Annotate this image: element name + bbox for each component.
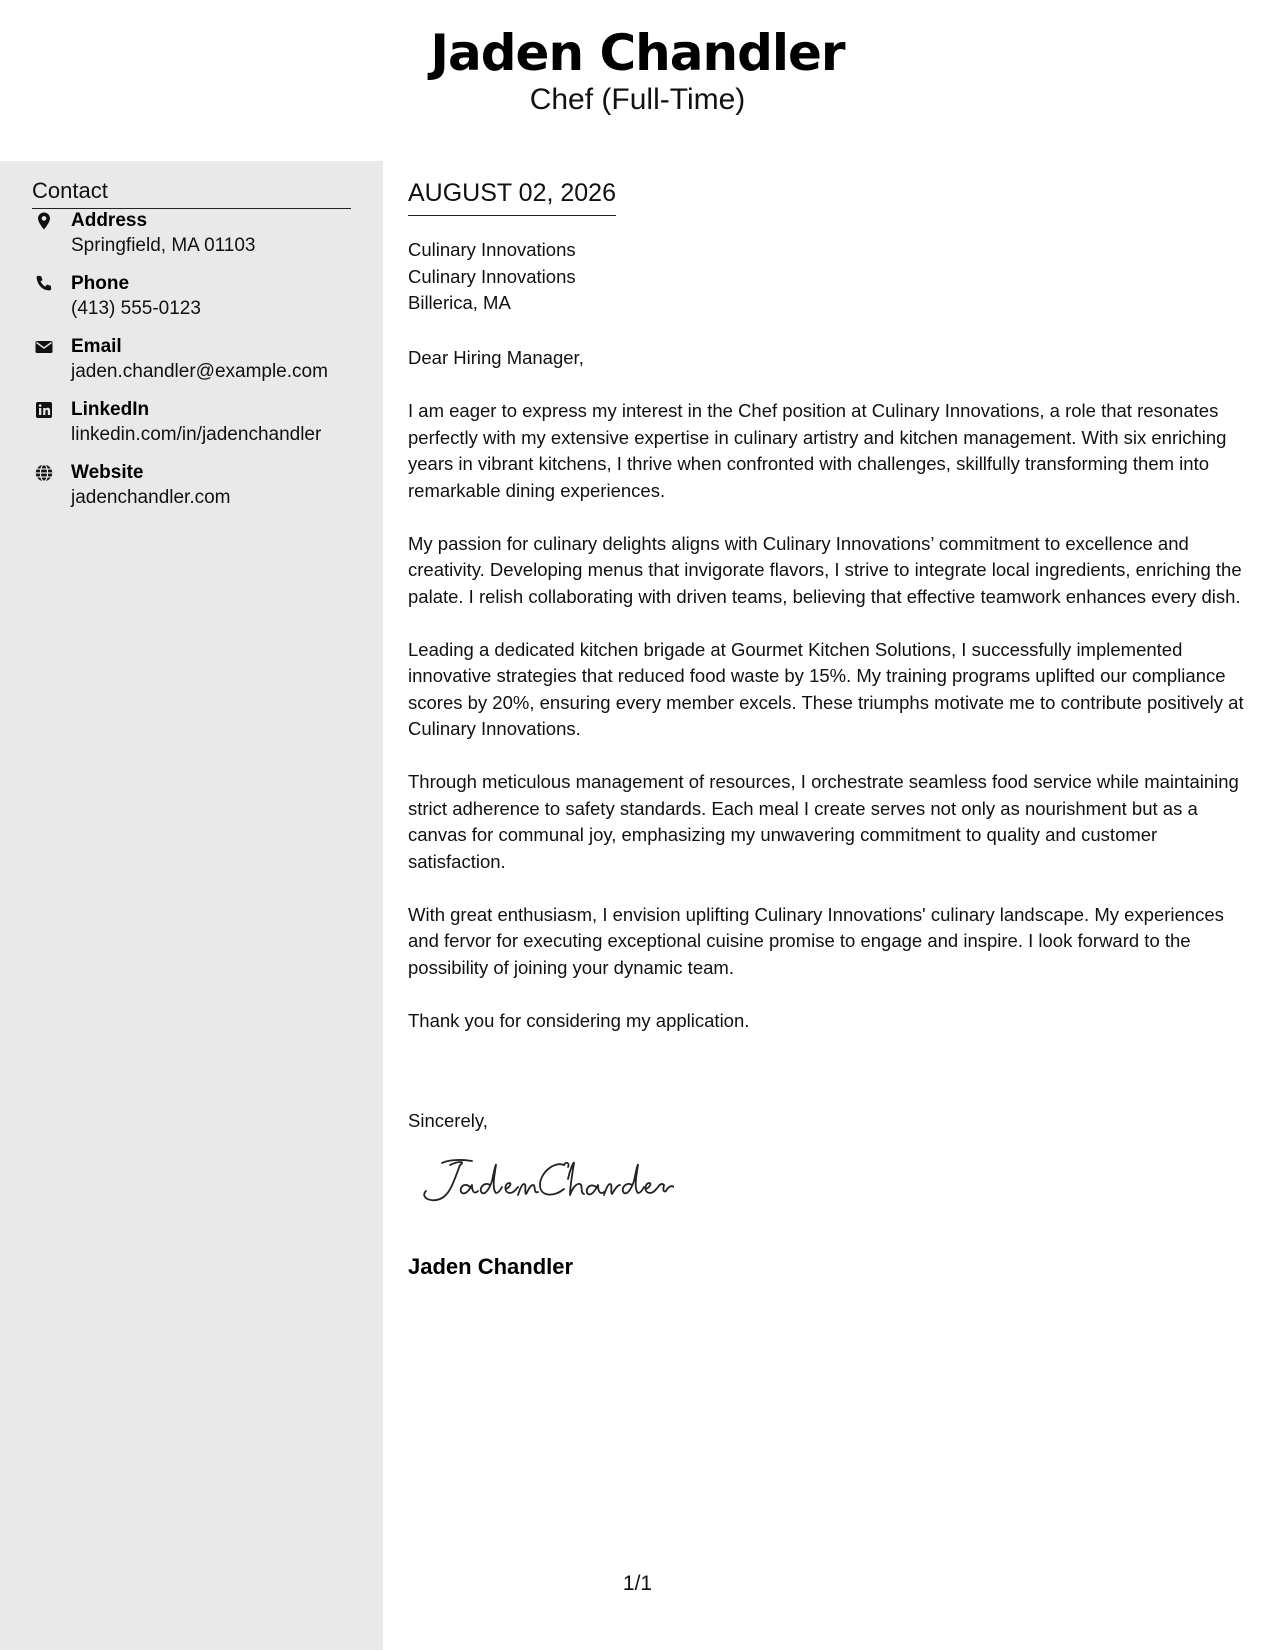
- address-value: Springfield, MA 01103: [71, 235, 256, 256]
- page-number: 1/1: [622, 1572, 653, 1595]
- map-pin-icon: [34, 211, 54, 231]
- contact-heading: Contact: [32, 177, 351, 209]
- linkedin-icon: [34, 400, 54, 420]
- applicant-name: Jaden Chandler: [430, 24, 845, 82]
- salutation: Dear Hiring Manager,: [408, 347, 584, 368]
- contact-item-email: [32, 335, 362, 389]
- contact-sidebar: [0, 161, 383, 1650]
- linkedin-label: LinkedIn: [71, 399, 150, 420]
- phone-value: (413) 555-0123: [71, 298, 201, 319]
- phone-icon: [34, 274, 54, 294]
- handwritten-signature: [414, 1151, 674, 1211]
- letter-paragraph: Thank you for considering my application.: [408, 1009, 750, 1031]
- globe-icon: [34, 463, 54, 483]
- job-title: Chef (Full-Time): [529, 83, 746, 116]
- email-label: Email: [71, 336, 122, 357]
- address-label: Address: [71, 210, 148, 231]
- letter-text: [408, 345, 1253, 1061]
- website-value[interactable]: jadenchandler.com: [71, 487, 231, 508]
- contact-item-phone: [32, 272, 362, 326]
- recipient-line: Culinary Innovations: [408, 239, 576, 260]
- recipient-line: Billerica, MA: [408, 292, 511, 313]
- email-value[interactable]: jaden.chandler@example.com: [71, 361, 328, 382]
- contact-item-linkedin: [32, 398, 362, 452]
- website-label: Website: [71, 462, 144, 483]
- letter-paragraph: Through meticulous management of resources, I orchestrate seamless food service while maintaining strict adherence to safety standards. Each meal I create serves not only as nourishment but as a canvas for communal joy, emphasizing my unwavering commitment to quality and customer satisfaction.: [408, 771, 1239, 872]
- letter-paragraph: Leading a dedicated kitchen brigade at Gourmet Kitchen Solutions, I successfully implemented innovative strategies that reduced food waste by 15%. My training programs uplifted our compliance scores by 20%, ensuring every member excels. These triumphs motivate me to contribute positively at Culinary Innovations.: [408, 638, 1244, 739]
- recipient-line: Culinary Innovations: [408, 265, 576, 287]
- closing: Sincerely,: [408, 1110, 488, 1131]
- letter-paragraph: My passion for culinary delights aligns with Culinary Innovations’ commitment to excellence and creativity. Developing menus that invigorate flavors, I strive to integrate local ingredients, enriching the palate. I relish collaborating with driven teams, believing that effective teamwork enhances every dish.: [408, 532, 1242, 607]
- contact-item-address: [32, 209, 362, 263]
- signer-name: Jaden Chandler: [408, 1254, 574, 1279]
- phone-label: Phone: [71, 273, 130, 294]
- letter-date: AUGUST 02, 2026: [408, 177, 616, 216]
- letter-paragraph: I am eager to express my interest in the Chef position at Culinary Innovations, a role that resonates perfectly with my extensive expertise in culinary artistry and kitchen management. With six enriching years in vibrant kitchens, I thrive when confronted with challenges, skillfully transforming them into remarkable dining experiences.: [408, 400, 1227, 501]
- contact-item-website: [32, 461, 362, 515]
- letter-paragraph: With great enthusiasm, I envision uplifting Culinary Innovations' culinary landscape. My experiences and fervor for executing exceptional cuisine promise to engage and inspire. I look forward to the possibility of joining your dynamic team.: [408, 903, 1224, 978]
- envelope-icon: [34, 337, 54, 357]
- linkedin-value[interactable]: linkedin.com/in/jadenchandler: [71, 424, 322, 445]
- recipient-block: [408, 237, 576, 317]
- letter-header: [0, 0, 1275, 160]
